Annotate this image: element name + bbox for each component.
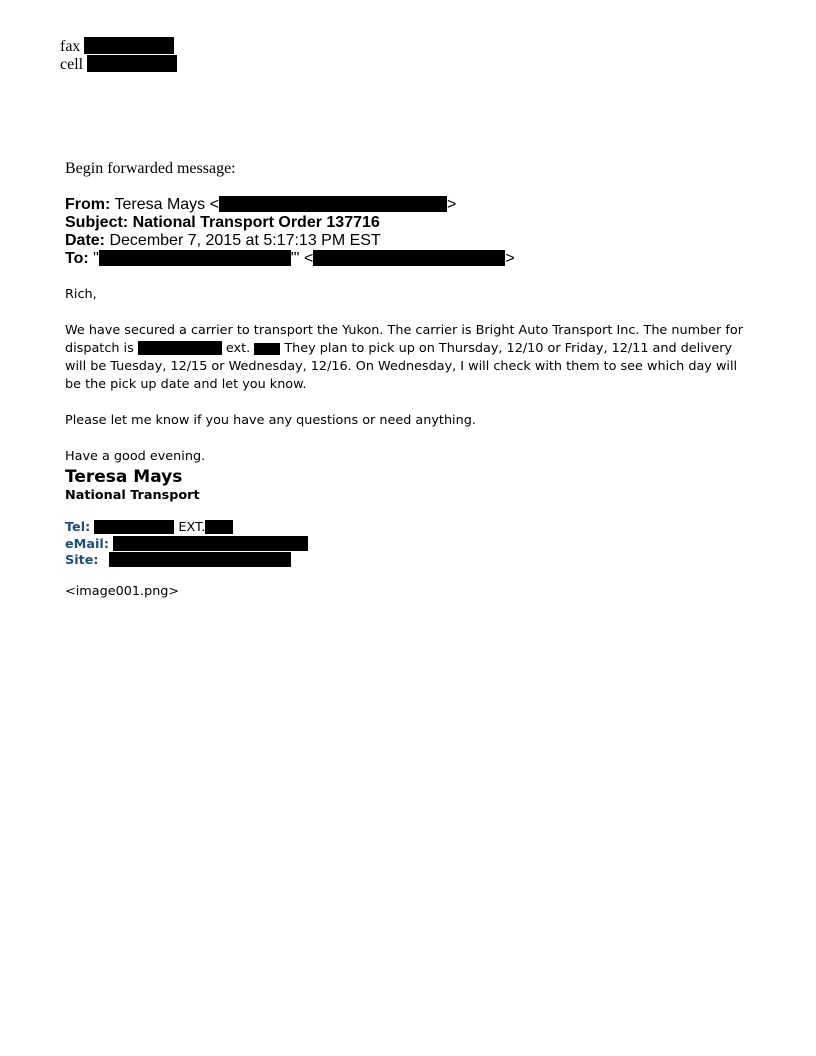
redacted-block [254,343,280,355]
redacted-block [109,552,291,567]
ext-label: EXT. [174,520,206,535]
redacted-block [87,55,177,72]
header-subject [65,214,380,232]
fax-line [60,37,174,56]
p1-part2: They plan to pick up on Thursday, 12/10 or Friday, 12/11 and delivery will be Tuesday, 12/15 or Wednesday, 12/16. On Wednesday, I will check with them to see which day will be the pick up date and let you know. [65,341,738,392]
p1-ext: ext. [221,341,255,356]
site-label: Site: [65,553,99,568]
to-mid: "' < [290,250,314,267]
redacted-block [138,341,222,355]
body-paragraph-3: Have a good evening. [65,449,206,464]
signature-tel [65,520,233,536]
signature-site [65,552,291,569]
body-paragraph-2: Please let me know if you have any questions or need anything. [65,413,476,428]
redacted-block [113,536,308,551]
redacted-block [313,250,505,266]
signature-company: National Transport [65,488,200,503]
header-from [65,196,456,214]
header-date [65,232,381,250]
signature-email [65,536,308,553]
redacted-block [84,37,174,54]
from-close: > [446,196,457,213]
email-label: eMail: [65,537,109,552]
attachment-reference: <image001.png> [65,584,180,599]
date-value: December 7, 2015 at 5:17:13 PM EST [109,232,381,249]
signature-name: Teresa Mays [65,467,183,487]
greeting: Rich, [65,287,97,302]
redacted-block [205,520,233,534]
from-label: From: [65,196,111,213]
tel-label: Tel: [65,520,91,535]
fax-label: fax [60,38,81,55]
forwarded-notice: Begin forwarded message: [65,160,236,177]
date-label: Date: [65,232,106,249]
redacted-block [99,250,291,266]
to-open-quote: " [93,250,99,267]
to-close: > [505,250,515,267]
cell-label: cell [60,56,84,73]
from-name: Teresa Mays < [114,196,219,213]
redacted-block [219,196,447,212]
header-to [65,250,515,268]
subject-value: National Transport Order 137716 [132,214,380,231]
cell-line [60,55,177,74]
subject-label: Subject: [65,214,129,231]
p1-part1: We have secured a carrier to transport the Yukon. The carrier is Bright Auto Transport Inc. The number for dispatch is [65,323,743,356]
to-label: To: [65,250,89,267]
redacted-block [94,520,174,534]
body-paragraph-1 [65,322,755,394]
